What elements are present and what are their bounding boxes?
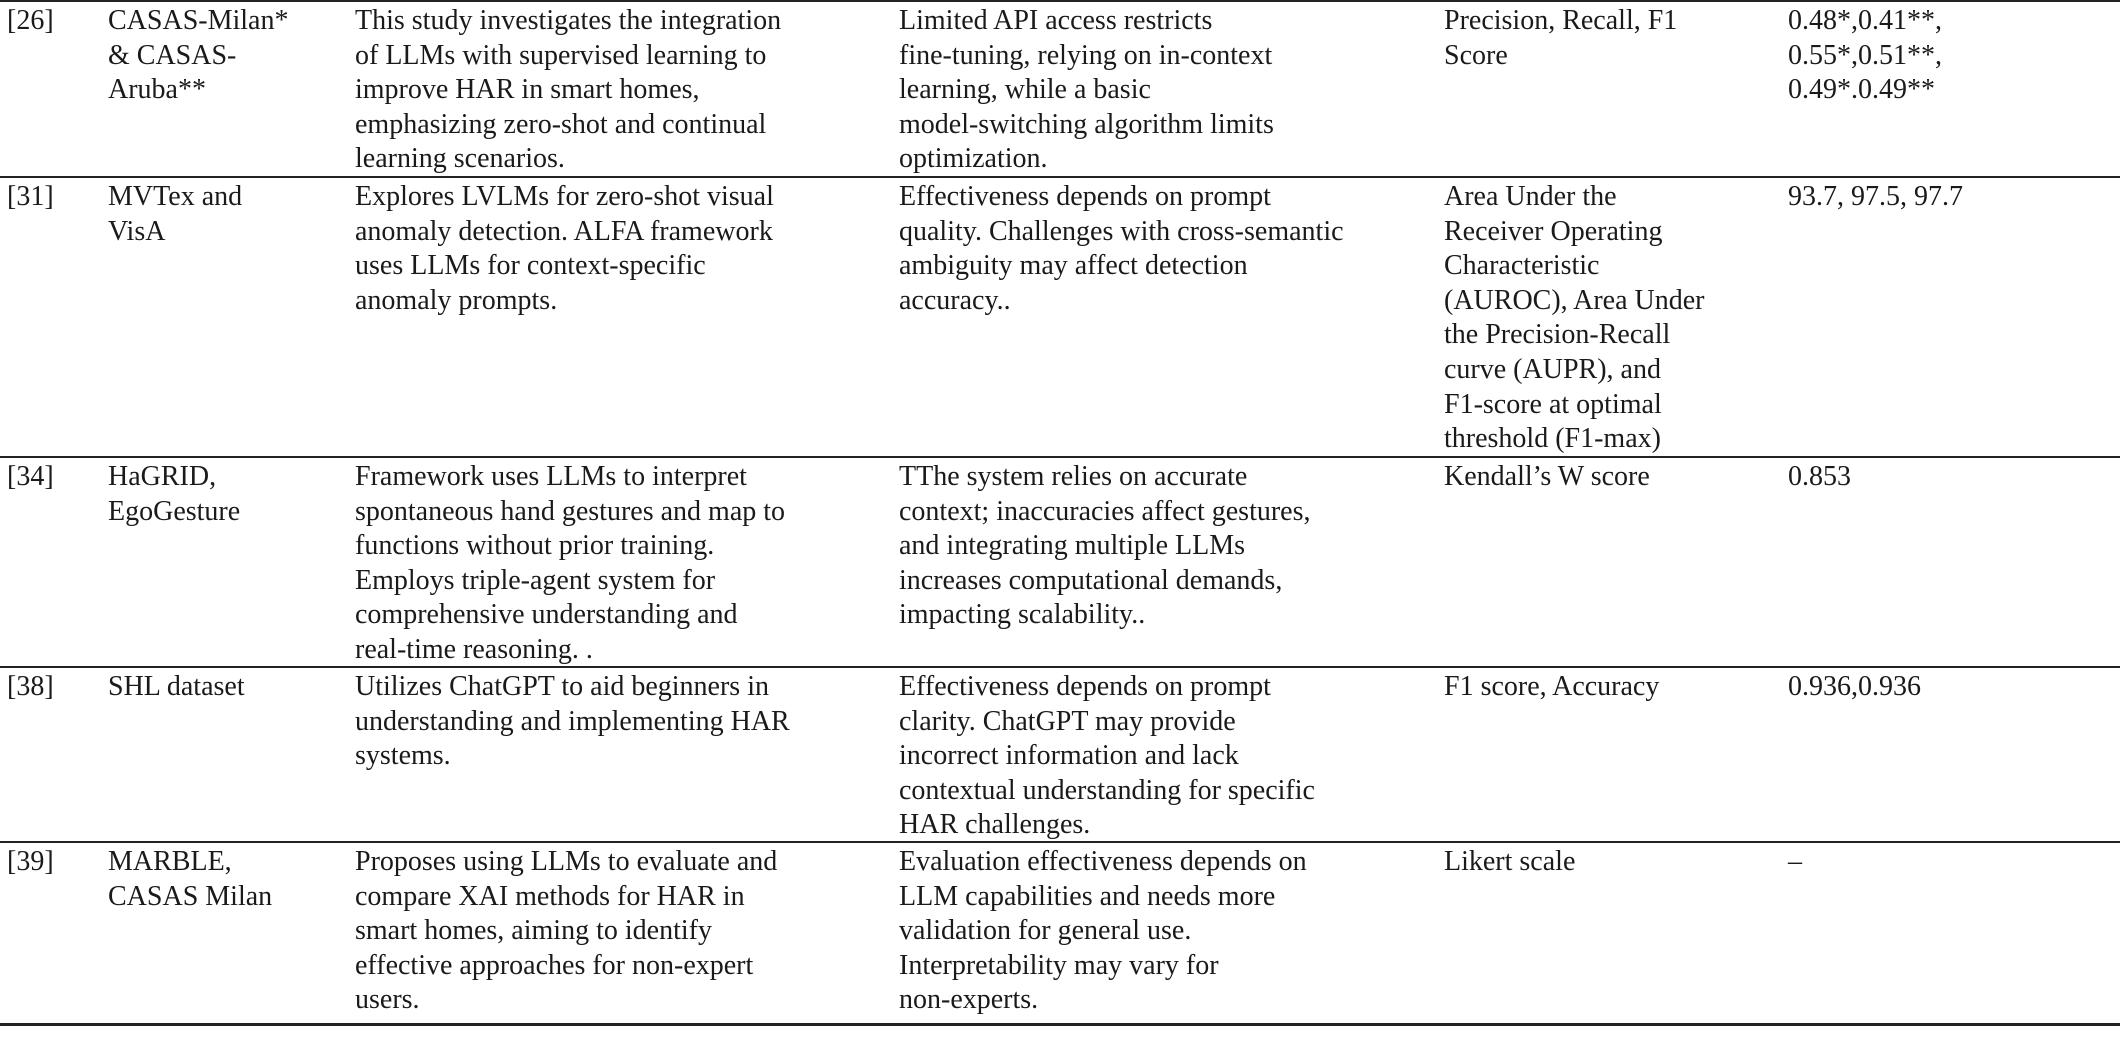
cell-metrics: Kendall’s W score [1444, 461, 1650, 492]
cell-description: Proposes using LLMs to evaluate and compare XAI methods for HAR in smart homes, aiming to identify effective approaches for non-expert users. [355, 846, 778, 1016]
cell-limitations: Limited API access restricts fine-tuning, relying on in-context learning, while a basic model-switching algorithm limits optimization. [899, 5, 1274, 175]
table-row [0, 176, 2120, 456]
table-row [0, 0, 2120, 176]
cell-results: 93.7, 97.5, 97.7 [1788, 181, 1963, 212]
cell-dataset: MVTex and VisA [108, 181, 243, 247]
cell-reference: [26] [7, 5, 54, 36]
cell-dataset: CASAS-Milan* & CASAS- Aruba** [108, 5, 289, 106]
cell-limitations: Evaluation effectiveness depends on LLM capabilities and needs more validation for general use. Interpretability may vary for non-experts. [899, 846, 1307, 1016]
cell-metrics: F1 score, Accuracy [1444, 671, 1660, 702]
table-row [0, 456, 2120, 666]
cell-results: – [1788, 846, 1802, 877]
cell-reference: [39] [7, 846, 54, 877]
cell-metrics: Area Under the Receiver Operating Characteristic (AUROC), Area Under the Precision-Recall curve (AUPR), and F1-score at optimal threshold (F1-max) [1444, 181, 1705, 455]
table-row [0, 666, 2120, 841]
cell-dataset: MARBLE, CASAS Milan [108, 846, 273, 912]
cell-metrics: Likert scale [1444, 846, 1576, 877]
table-row [0, 841, 2120, 1026]
cell-dataset: HaGRID, EgoGesture [108, 461, 241, 527]
cell-reference: [38] [7, 671, 54, 702]
cell-description: Explores LVLMs for zero-shot visual anomaly detection. ALFA framework uses LLMs for context-specific anomaly prompts. [355, 181, 774, 316]
cell-metrics: Precision, Recall, F1 Score [1444, 5, 1678, 71]
cell-description: This study investigates the integration of LLMs with supervised learning to improve HAR in smart homes, emphasizing zero-shot and continual learning scenarios. [355, 5, 782, 175]
cell-limitations: Effectiveness depends on prompt clarity. ChatGPT may provide incorrect information and lack contextual understanding for specific HAR challenges. [899, 671, 1315, 841]
cell-reference: [34] [7, 461, 54, 492]
cell-dataset: SHL dataset [108, 671, 245, 702]
cell-results: 0.48*,0.41**, 0.55*,0.51**, 0.49*.0.49** [1788, 5, 1942, 106]
cell-results: 0.853 [1788, 461, 1851, 492]
cell-limitations: Effectiveness depends on prompt quality. Challenges with cross-semantic ambiguity may affect detection accuracy.. [899, 181, 1344, 316]
cell-results: 0.936,0.936 [1788, 671, 1921, 702]
cell-limitations: TThe system relies on accurate context; inaccuracies affect gestures, and integrating multiple LLMs increases computational demands, impacting scalability.. [899, 461, 1311, 631]
cell-description: Utilizes ChatGPT to aid beginners in understanding and implementing HAR systems. [355, 671, 790, 772]
cell-reference: [31] [7, 181, 54, 212]
cell-description: Framework uses LLMs to interpret spontaneous hand gestures and map to functions without prior training. Employs triple-agent system for comprehensive understanding and real-time reasoning. . [355, 461, 786, 665]
